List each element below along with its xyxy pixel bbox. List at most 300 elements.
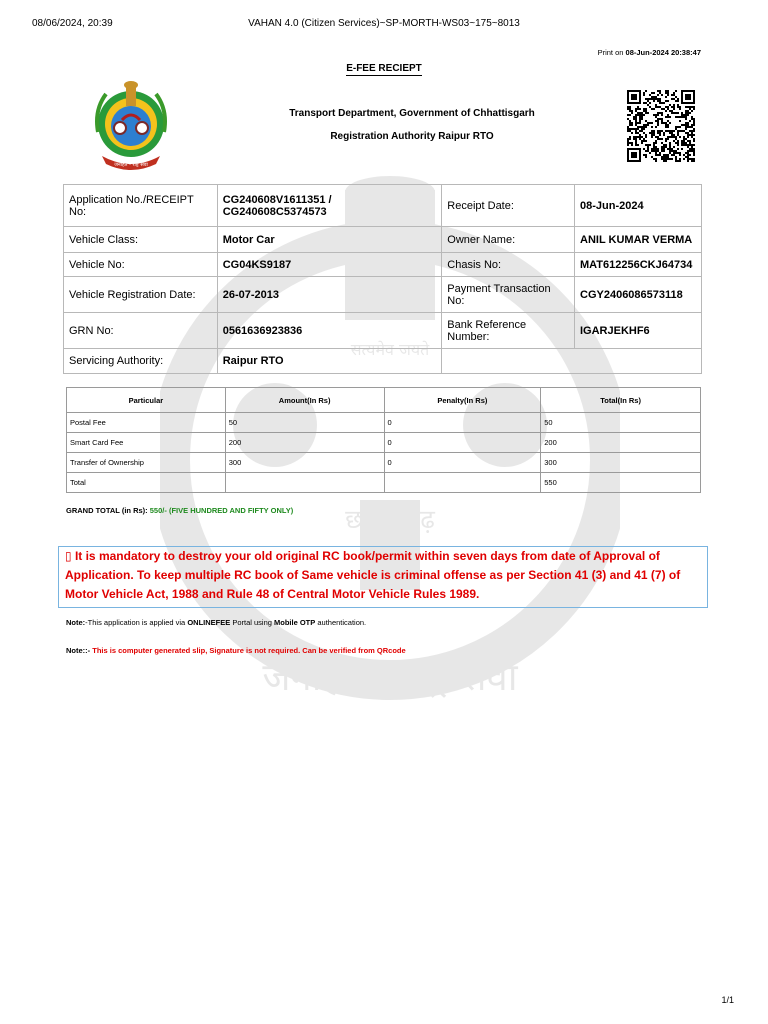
qr-module bbox=[685, 126, 687, 128]
qr-module bbox=[655, 116, 657, 118]
qr-module bbox=[641, 116, 643, 118]
qr-module bbox=[677, 134, 679, 136]
qr-module bbox=[673, 150, 675, 152]
qr-module bbox=[689, 112, 691, 114]
qr-module bbox=[627, 130, 629, 132]
qr-module bbox=[667, 126, 669, 128]
qr-module bbox=[685, 124, 687, 126]
qr-module bbox=[661, 102, 663, 104]
qr-module bbox=[663, 108, 665, 110]
qr-module bbox=[643, 138, 645, 140]
qr-module bbox=[661, 138, 663, 140]
qr-module bbox=[635, 142, 637, 144]
qr-module bbox=[627, 144, 629, 146]
qr-module bbox=[671, 94, 673, 96]
qr-module bbox=[645, 120, 647, 122]
qr-module bbox=[651, 150, 653, 152]
qr-module bbox=[693, 158, 695, 160]
qr-module bbox=[659, 106, 661, 108]
qr-module bbox=[647, 150, 649, 152]
qr-module bbox=[637, 112, 639, 114]
qr-module bbox=[635, 130, 637, 132]
fee-cell: Total bbox=[67, 473, 226, 493]
qr-module bbox=[673, 140, 675, 142]
qr-module bbox=[641, 136, 643, 138]
qr-module bbox=[693, 124, 695, 126]
qr-module bbox=[657, 120, 659, 122]
qr-module bbox=[647, 104, 649, 106]
qr-module bbox=[665, 106, 667, 108]
qr-module bbox=[673, 130, 675, 132]
qr-module bbox=[657, 154, 659, 156]
qr-module bbox=[639, 134, 641, 136]
qr-module bbox=[657, 124, 659, 126]
qr-module bbox=[687, 156, 689, 158]
grn-label: GRN No: bbox=[64, 313, 218, 349]
qr-module bbox=[671, 110, 673, 112]
qr-module bbox=[629, 142, 631, 144]
qr-module bbox=[675, 158, 677, 160]
qr-module bbox=[663, 154, 665, 156]
qr-module bbox=[687, 126, 689, 128]
qr-module bbox=[653, 100, 655, 102]
qr-module bbox=[687, 112, 689, 114]
qr-module bbox=[635, 114, 637, 116]
qr-module bbox=[687, 154, 689, 156]
qr-module bbox=[671, 148, 673, 150]
qr-module bbox=[675, 96, 677, 98]
qr-module bbox=[663, 158, 665, 160]
qr-module bbox=[677, 142, 679, 144]
qr-module bbox=[643, 124, 645, 126]
qr-module bbox=[673, 146, 675, 148]
qr-module bbox=[667, 94, 669, 96]
qr-module bbox=[687, 122, 689, 124]
qr-module bbox=[687, 134, 689, 136]
qr-module bbox=[693, 120, 695, 122]
fee-cell: 200 bbox=[225, 433, 384, 453]
qr-module bbox=[681, 116, 683, 118]
qr-module bbox=[633, 118, 635, 120]
fee-header-1: Amount(In Rs) bbox=[225, 388, 384, 413]
qr-module bbox=[645, 154, 647, 156]
qr-module bbox=[667, 120, 669, 122]
bank-ref-label: Bank Reference Number: bbox=[442, 313, 575, 349]
qr-module bbox=[671, 98, 673, 100]
qr-module bbox=[687, 114, 689, 116]
qr-module bbox=[677, 152, 679, 154]
qr-module bbox=[649, 94, 651, 96]
qr-module bbox=[647, 100, 649, 102]
qr-module bbox=[629, 106, 631, 108]
fee-cell bbox=[384, 473, 541, 493]
qr-module bbox=[657, 94, 659, 96]
vehicle-class-label: Vehicle Class: bbox=[64, 227, 218, 253]
vehicle-no-value: CG04KS9187 bbox=[217, 253, 442, 277]
qr-module bbox=[681, 112, 683, 114]
qr-module bbox=[679, 116, 681, 118]
qr-module bbox=[635, 128, 637, 130]
qr-module bbox=[629, 120, 631, 122]
qr-module bbox=[691, 160, 693, 162]
qr-module bbox=[627, 108, 629, 110]
qr-module bbox=[689, 144, 691, 146]
qr-module bbox=[639, 138, 641, 140]
qr-module bbox=[675, 152, 677, 154]
qr-module bbox=[651, 108, 653, 110]
qr-module bbox=[673, 94, 675, 96]
qr-module bbox=[643, 102, 645, 104]
qr-module bbox=[659, 100, 661, 102]
qr-module bbox=[693, 106, 695, 108]
qr-module bbox=[655, 152, 657, 154]
qr-module bbox=[669, 144, 671, 146]
qr-module bbox=[657, 114, 659, 116]
qr-module bbox=[693, 144, 695, 146]
qr-module bbox=[679, 120, 681, 122]
qr-module bbox=[671, 112, 673, 114]
qr-module bbox=[639, 120, 641, 122]
qr-module bbox=[649, 132, 651, 134]
qr-module bbox=[651, 132, 653, 134]
qr-module bbox=[651, 148, 653, 150]
qr-module bbox=[647, 112, 649, 114]
qr-module bbox=[649, 122, 651, 124]
qr-module bbox=[677, 132, 679, 134]
qr-module bbox=[677, 144, 679, 146]
qr-module bbox=[631, 152, 637, 158]
qr-module bbox=[691, 158, 693, 160]
qr-module bbox=[683, 114, 685, 116]
qr-module bbox=[675, 160, 677, 162]
qr-module bbox=[635, 110, 637, 112]
qr-module bbox=[629, 136, 631, 138]
qr-module bbox=[661, 150, 663, 152]
qr-module bbox=[627, 126, 629, 128]
qr-module bbox=[687, 132, 689, 134]
qr-module bbox=[669, 142, 671, 144]
qr-module bbox=[675, 126, 677, 128]
qr-module bbox=[655, 106, 657, 108]
qr-module bbox=[645, 98, 647, 100]
grand-total-label: GRAND TOTAL (in Rs): bbox=[66, 506, 148, 515]
qr-module bbox=[645, 134, 647, 136]
qr-module bbox=[693, 154, 695, 156]
qr-module bbox=[663, 148, 665, 150]
qr-module bbox=[629, 138, 631, 140]
qr-module bbox=[637, 132, 639, 134]
qr-module bbox=[677, 140, 679, 142]
qr-module bbox=[643, 94, 645, 96]
qr-module bbox=[687, 160, 689, 162]
qr-module bbox=[667, 148, 669, 150]
qr-module bbox=[659, 132, 661, 134]
qr-module bbox=[663, 160, 665, 162]
watermark-state: छत्तीसगढ़ bbox=[345, 505, 435, 535]
qr-module bbox=[627, 142, 629, 144]
grn-value: 0561636923836 bbox=[217, 313, 442, 349]
qr-module bbox=[677, 116, 679, 118]
qr-module bbox=[681, 148, 683, 150]
qr-module bbox=[669, 148, 671, 150]
qr-module bbox=[627, 140, 629, 142]
qr-module bbox=[689, 134, 691, 136]
qr-module bbox=[671, 106, 673, 108]
qr-module bbox=[659, 134, 661, 136]
qr-module bbox=[661, 120, 663, 122]
qr-module bbox=[673, 92, 675, 94]
qr-module bbox=[627, 114, 629, 116]
fee-cell: 300 bbox=[225, 453, 384, 473]
qr-module bbox=[653, 158, 655, 160]
qr-module bbox=[643, 108, 645, 110]
qr-module bbox=[693, 152, 695, 154]
qr-module bbox=[649, 102, 651, 104]
qr-module bbox=[673, 98, 675, 100]
qr-module bbox=[669, 150, 671, 152]
qr-module bbox=[687, 150, 689, 152]
qr-module bbox=[671, 150, 673, 152]
qr-module bbox=[667, 90, 669, 92]
qr-module bbox=[665, 156, 667, 158]
qr-module bbox=[665, 144, 667, 146]
qr-module bbox=[629, 114, 631, 116]
qr-module bbox=[671, 158, 673, 160]
qr-module bbox=[669, 136, 671, 138]
qr-module bbox=[673, 112, 675, 114]
qr-module bbox=[639, 114, 641, 116]
qr-module bbox=[655, 158, 657, 160]
qr-module bbox=[689, 106, 691, 108]
qr-module bbox=[651, 98, 653, 100]
qr-module bbox=[661, 112, 663, 114]
servicing-authority-label: Servicing Authority: bbox=[64, 349, 218, 374]
qr-module bbox=[663, 146, 665, 148]
qr-module bbox=[659, 118, 661, 120]
qr-module bbox=[641, 126, 643, 128]
qr-module bbox=[651, 92, 653, 94]
qr-module bbox=[687, 144, 689, 146]
qr-module bbox=[627, 128, 629, 130]
qr-module bbox=[687, 124, 689, 126]
qr-module bbox=[693, 128, 695, 130]
qr-module bbox=[653, 142, 655, 144]
qr-module bbox=[691, 148, 693, 150]
qr-module bbox=[645, 156, 647, 158]
application-info-table bbox=[63, 184, 702, 374]
fee-cell: Postal Fee bbox=[67, 413, 226, 433]
qr-module bbox=[631, 94, 637, 100]
qr-module bbox=[691, 116, 693, 118]
qr-module bbox=[675, 100, 677, 102]
qr-module bbox=[667, 158, 669, 160]
qr-module bbox=[685, 112, 687, 114]
print-header-title: VAHAN 4.0 (Citizen Services)~SP-MORTH-WS03~175~8013 bbox=[248, 18, 520, 29]
qr-module bbox=[669, 110, 671, 112]
qr-module bbox=[627, 106, 629, 108]
qr-module bbox=[677, 112, 679, 114]
qr-module bbox=[643, 148, 645, 150]
qr-module bbox=[629, 124, 631, 126]
table-row bbox=[67, 453, 701, 473]
qr-module bbox=[677, 100, 679, 102]
qr-module bbox=[667, 106, 669, 108]
qr-module bbox=[693, 118, 695, 120]
qr-module bbox=[683, 116, 685, 118]
fee-cell: 550 bbox=[541, 473, 701, 493]
receipt-date-value: 08-Jun-2024 bbox=[575, 185, 702, 227]
qr-module bbox=[645, 102, 647, 104]
qr-module bbox=[641, 140, 643, 142]
qr-module bbox=[669, 130, 671, 132]
qr-module bbox=[691, 150, 693, 152]
reg-date-value: 26-07-2013 bbox=[217, 277, 442, 313]
qr-module bbox=[655, 148, 657, 150]
qr-module bbox=[689, 154, 691, 156]
qr-module bbox=[665, 158, 667, 160]
qr-module bbox=[685, 156, 687, 158]
qr-module bbox=[637, 144, 639, 146]
qr-module bbox=[669, 122, 671, 124]
qr-module bbox=[655, 136, 657, 138]
qr-module bbox=[669, 152, 671, 154]
qr-module bbox=[645, 90, 647, 92]
qr-module bbox=[631, 112, 633, 114]
department-name: Transport Department, Government of Chhattisgarh bbox=[289, 108, 535, 119]
qr-module bbox=[669, 104, 671, 106]
qr-module bbox=[681, 124, 683, 126]
qr-module bbox=[657, 138, 659, 140]
qr-module bbox=[645, 110, 647, 112]
qr-module bbox=[665, 100, 667, 102]
qr-module bbox=[693, 134, 695, 136]
qr-module bbox=[641, 130, 643, 132]
qr-module bbox=[685, 144, 687, 146]
qr-module bbox=[637, 128, 639, 130]
qr-module bbox=[647, 124, 649, 126]
qr-module bbox=[667, 108, 669, 110]
emblem-motto: जनहित - राष्ट्र सेवा bbox=[114, 162, 148, 168]
qr-module bbox=[665, 124, 667, 126]
qr-module bbox=[691, 146, 693, 148]
qr-module bbox=[687, 146, 689, 148]
qr-module bbox=[639, 130, 641, 132]
qr-module bbox=[655, 126, 657, 128]
qr-module bbox=[693, 122, 695, 124]
qr-module bbox=[691, 130, 693, 132]
qr-module bbox=[683, 138, 685, 140]
receipt-title: E-FEE RECIEPT bbox=[346, 63, 422, 74]
chhattisgarh-emblem-icon bbox=[92, 80, 170, 172]
qr-module bbox=[637, 114, 639, 116]
qr-module bbox=[679, 136, 681, 138]
qr-module bbox=[675, 150, 677, 152]
qr-module bbox=[661, 142, 663, 144]
app-no-label: Application No./RECEIPT No: bbox=[64, 185, 218, 227]
qr-module bbox=[635, 136, 637, 138]
qr-module bbox=[641, 142, 643, 144]
qr-module bbox=[639, 136, 641, 138]
qr-module bbox=[685, 114, 687, 116]
qr-module bbox=[673, 106, 675, 108]
qr-module bbox=[637, 136, 639, 138]
qr-module bbox=[643, 154, 645, 156]
qr-module bbox=[677, 130, 679, 132]
qr-module bbox=[681, 142, 683, 144]
qr-module bbox=[653, 130, 655, 132]
qr-module bbox=[637, 122, 639, 124]
qr-module bbox=[671, 132, 673, 134]
qr-module bbox=[687, 152, 689, 154]
qr-module bbox=[677, 126, 679, 128]
qr-module bbox=[685, 132, 687, 134]
app-no-value: CG240608V1611351 / CG240608C5374573 bbox=[217, 185, 442, 227]
qr-module bbox=[683, 142, 685, 144]
qr-module bbox=[635, 108, 637, 110]
qr-module bbox=[659, 152, 661, 154]
qr-module bbox=[665, 160, 667, 162]
qr-module bbox=[671, 154, 673, 156]
qr-module bbox=[685, 142, 687, 144]
qr-module bbox=[645, 108, 647, 110]
qr-module bbox=[653, 98, 655, 100]
qr-module bbox=[671, 130, 673, 132]
servicing-authority-value: Raipur RTO bbox=[217, 349, 442, 374]
qr-module bbox=[669, 146, 671, 148]
qr-module bbox=[665, 146, 667, 148]
qr-module bbox=[627, 138, 629, 140]
qr-module bbox=[645, 150, 647, 152]
qr-code[interactable] bbox=[627, 90, 695, 162]
qr-module bbox=[645, 140, 647, 142]
qr-module bbox=[635, 118, 637, 120]
qr-module bbox=[635, 116, 637, 118]
watermark-motto: जनहित - राष्ट्र सेवा bbox=[262, 655, 518, 699]
qr-module bbox=[655, 96, 657, 98]
qr-module bbox=[635, 120, 637, 122]
qr-module bbox=[655, 120, 657, 122]
qr-module bbox=[691, 118, 693, 120]
qr-module bbox=[645, 144, 647, 146]
qr-module bbox=[689, 150, 691, 152]
qr-module bbox=[681, 140, 683, 142]
qr-module bbox=[665, 154, 667, 156]
qr-module bbox=[641, 114, 643, 116]
qr-module bbox=[665, 92, 667, 94]
qr-module bbox=[691, 124, 693, 126]
qr-module bbox=[647, 122, 649, 124]
qr-module bbox=[657, 122, 659, 124]
qr-module bbox=[657, 98, 659, 100]
qr-module bbox=[653, 146, 655, 148]
qr-module bbox=[667, 156, 669, 158]
qr-module bbox=[661, 118, 663, 120]
qr-module bbox=[651, 136, 653, 138]
qr-module bbox=[673, 154, 675, 156]
qr-module bbox=[647, 144, 649, 146]
qr-module bbox=[667, 116, 669, 118]
owner-name-label: Owner Name: bbox=[442, 227, 575, 253]
qr-module bbox=[663, 134, 665, 136]
qr-module bbox=[655, 98, 657, 100]
qr-module bbox=[657, 132, 659, 134]
qr-module bbox=[663, 156, 665, 158]
qr-module bbox=[673, 134, 675, 136]
qr-module bbox=[685, 110, 687, 112]
qr-module bbox=[629, 110, 631, 112]
qr-module bbox=[679, 130, 681, 132]
qr-module bbox=[667, 124, 669, 126]
